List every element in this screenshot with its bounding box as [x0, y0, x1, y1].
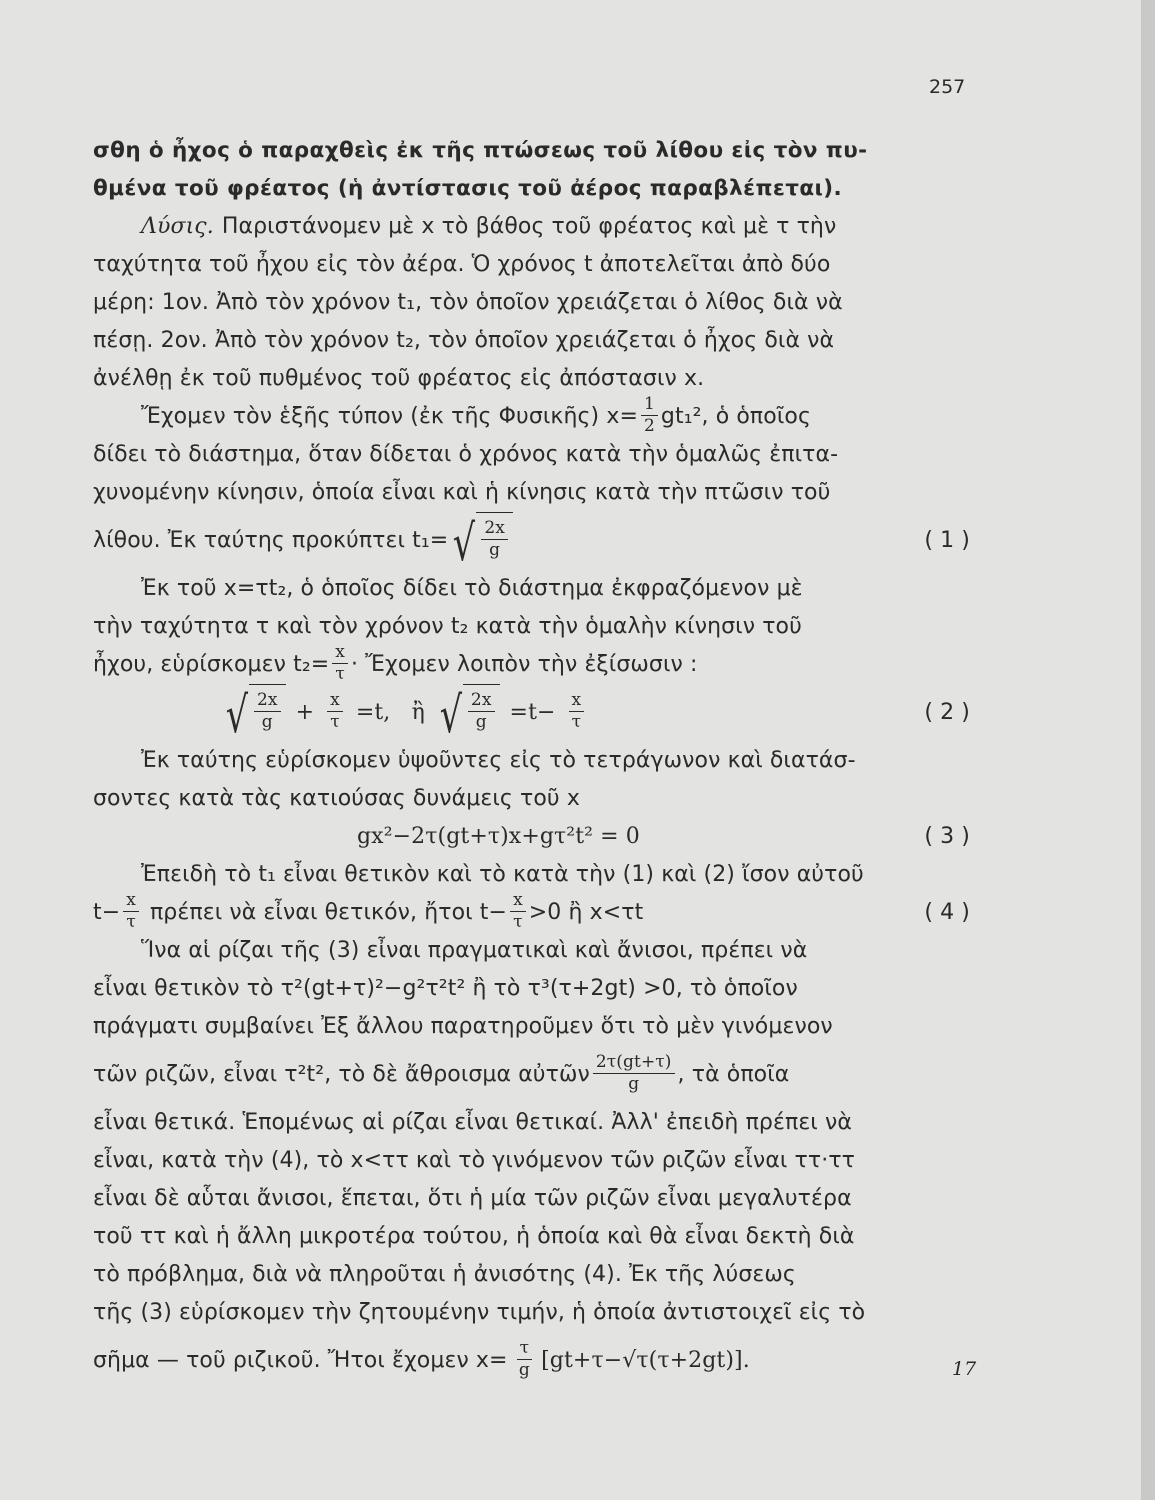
- eq3-formula: gx²−2τ(gt+τ)x+gτ²t² = 0: [357, 824, 640, 849]
- line-20: [93, 889, 970, 932]
- frac-x-over-tau: [332, 641, 348, 684]
- frac-num: 2x: [481, 520, 508, 540]
- line-8-text: Ἔχομεν τὸν ἑξῆς τύπον (ἐκ τῆς Φυσικῆς) x=: [141, 404, 638, 429]
- line-27: εἶναι δὲ αὗται ἄνισοι, ἕπεται, ὅτι ἡ μία τῶν ριζῶν εἶναι μεγαλυτέρα: [93, 1186, 852, 1211]
- frac-den: τ: [335, 663, 345, 684]
- line-4: ταχύτητα τοῦ ἦχου εἰς τὸν ἀέρα. Ὁ χρόνος t ἀποτελεῖται ἀπὸ δύο: [93, 252, 831, 277]
- line-30: τῆς (3) εὑρίσκομεν τὴν ζητουμένην τιμήν, ἡ ὁποία ἀντιστοιχεῖ εἰς τὸ: [93, 1300, 866, 1325]
- frac-tau-over-g: [517, 1337, 533, 1380]
- solution-label: Λύσις.: [141, 214, 214, 239]
- line-8-tail: gt₁², ὁ ὁποῖος: [660, 404, 811, 429]
- line-19: Ἐπειδὴ τὸ t₁ εἶναι θετικὸν καὶ τὸ κατὰ τὴν (1) καὶ (2) ἴσον αὐτοῦ: [141, 862, 864, 887]
- frac-num: 2x: [468, 692, 495, 712]
- frac-den: τ: [126, 911, 136, 932]
- frac-num: τ: [517, 1340, 533, 1360]
- equation-number-3: ( 3 ): [924, 824, 970, 849]
- line-5: μέρη: 1ον. Ἀπὸ τὸν χρόνον t₁, τὸν ὁποῖον χρειάζεται ὁ λίθος διὰ νὰ: [93, 290, 843, 315]
- page-number: 257: [929, 76, 966, 98]
- frac-num: x: [569, 692, 585, 712]
- frac-den: g: [475, 712, 487, 732]
- frac-den: 2: [643, 415, 655, 436]
- line-28: τοῦ ττ καὶ ἡ ἄλλη μικροτέρα τούτου, ἡ ὁποία καὶ θὰ εἶναι δεκτὴ διὰ: [93, 1224, 855, 1249]
- frac: [569, 689, 585, 732]
- line-8: [93, 393, 970, 436]
- line-12: Ἐκ τοῦ x=τt₂, ὁ ὁποῖος δίδει τὸ διάστημα ἐκφραζόμενον μὲ: [141, 576, 803, 601]
- line-17: σοντες κατὰ τὰς κατιούσας δυνάμεις τοῦ x: [93, 786, 580, 811]
- eq2-mid: =t, ἢ: [355, 700, 425, 725]
- line-3: [93, 208, 970, 246]
- line-24: [93, 1046, 970, 1104]
- fraction-half: [641, 393, 658, 436]
- final-formula: [gt+τ−√τ(τ+2gt)].: [541, 1348, 750, 1373]
- line-24-tail: , τὰ ὁποῖα: [677, 1062, 790, 1087]
- text-column: [93, 132, 970, 1390]
- line-31-text: σῆμα — τοῦ ριζικοῦ. Ἤτοι ἔχομεν x=: [93, 1348, 508, 1373]
- line-9: δίδει τὸ διάστημα, ὅταν δίδεται ὁ χρόνος κατὰ τὴν ὁμαλῶς ἐπιτα-: [93, 442, 839, 467]
- signature-mark: 17: [952, 1358, 977, 1380]
- frac-den: τ: [330, 711, 340, 732]
- frac: [481, 520, 508, 559]
- line-20-end: >0 ἢ x<τt: [528, 900, 644, 925]
- frac-den: τ: [571, 711, 582, 732]
- line-25: εἶναι θετικά. Ἑπομένως αἱ ρίζαι εἶναι θετικαί. Ἀλλ' ἐπειδὴ πρέπει νὰ: [93, 1110, 852, 1135]
- equation-number-4: ( 4 ): [924, 900, 970, 925]
- line-11: [93, 512, 970, 570]
- frac-num: 2τ(gt+τ): [593, 1054, 675, 1074]
- plus-sign: +: [295, 700, 315, 725]
- line-16: Ἐκ ταύτης εὑρίσκομεν ὑψοῦντες εἰς τὸ τετράγωνον καὶ διατάσ-: [141, 748, 856, 773]
- line-23: πράγματι συμβαίνει Ἐξ ἄλλου παρατηροῦμεν ὅτι τὸ μὲν γινόμενον: [93, 1014, 833, 1039]
- page-edge: [1141, 0, 1155, 1500]
- line-24-text: τῶν ριζῶν, εἶναι τ²t², τὸ δὲ ἄθροισμα αὐτῶν: [93, 1062, 590, 1087]
- frac-den: g: [489, 540, 501, 560]
- frac-num: x: [123, 892, 139, 912]
- frac-den: g: [261, 712, 273, 732]
- frac-num: x: [510, 892, 526, 912]
- line-3-text: Παριστάνομεν μὲ x τὸ βάθος τοῦ φρέατος καὶ μὲ τ τὴν: [221, 214, 837, 239]
- line-31: [93, 1332, 970, 1390]
- line-26: εἶναι, κατὰ τὴν (4), τὸ x<ττ καὶ τὸ γινόμενον τῶν ριζῶν εἶναι ττ·ττ: [93, 1148, 856, 1173]
- line-11-text: λίθου. Ἐκ ταύτης προκύπτει t₁=: [93, 528, 449, 553]
- equation-3: [93, 818, 970, 856]
- frac-den: g: [628, 1073, 640, 1094]
- line-13: τὴν ταχύτητα τ καὶ τὸν χρόνον t₂ κατὰ τὴν ὁμαλὴν κίνησιν τοῦ: [93, 614, 802, 639]
- line-22: εἶναι θετικὸν τὸ τ²(gt+τ)²−g²τ²t² ἢ τὸ τ³(τ+2gt) >0, τὸ ὁποῖον: [93, 976, 798, 1001]
- line-14-text: ἦχου, εὑρίσκομεν t₂=: [93, 652, 330, 677]
- frac-den: τ: [513, 911, 523, 932]
- line-20-start: t−: [93, 900, 121, 925]
- line-14-tail: · Ἔχομεν λοιπὸν τὴν ἐξίσωσιν :: [350, 652, 698, 677]
- equation-number-1: ( 1 ): [924, 528, 970, 553]
- frac-sum-roots: [593, 1051, 675, 1094]
- eq2-rhs: =t−: [509, 700, 556, 725]
- sqrt-term: √ $\frac{2x}{g}$: [221, 684, 286, 743]
- frac: [327, 689, 343, 732]
- frac-num: x: [332, 644, 348, 664]
- equation-2: [93, 684, 970, 742]
- line-14: [93, 641, 970, 684]
- line-2: θμένα τοῦ φρέατος (ἡ ἀντίστασις τοῦ ἀέρος παραβλέπεται).: [93, 176, 843, 201]
- frac-num: 2x: [254, 692, 281, 712]
- frac-num: x: [327, 692, 343, 712]
- line-7: ἀνέλθῃ ἐκ τοῦ πυθμένος τοῦ φρέατος εἰς ἀπόστασιν x.: [93, 366, 705, 391]
- line-29: τὸ πρόβλημα, διὰ νὰ πληροῦται ἡ ἀνισότης (4). Ἐκ τῆς λύσεως: [93, 1262, 796, 1287]
- line-21: Ἵνα αἱ ρίζαι τῆς (3) εἶναι πραγματικαὶ καὶ ἄνισοι, πρέπει νὰ: [141, 938, 808, 963]
- frac-den: g: [518, 1359, 530, 1380]
- line-6: πέσῃ. 2ον. Ἀπὸ τὸν χρόνον t₂, τὸν ὁποῖον χρειάζεται ὁ ἦχος διὰ νὰ: [93, 328, 835, 353]
- sqrt-term-2: √ $\frac{2x}{g}$: [435, 684, 500, 743]
- line-10: χυνομένην κίνησιν, ὁποία εἶναι καὶ ἡ κίνησις κατὰ τὴν πτῶσιν τοῦ: [93, 480, 831, 505]
- line-1: σθη ὁ ἦχος ὁ παραχθεὶς ἐκ τῆς πτώσεως τοῦ λίθου εἰς τὸν πυ-: [93, 138, 868, 163]
- line-20-mid: πρέπει νὰ εἶναι θετικόν, ἤτοι t−: [149, 900, 508, 925]
- sqrt-2x-over-g: √ $\frac{2x}{g}$: [448, 512, 513, 571]
- frac-num: 1: [641, 396, 658, 416]
- equation-number-2: ( 2 ): [924, 700, 970, 725]
